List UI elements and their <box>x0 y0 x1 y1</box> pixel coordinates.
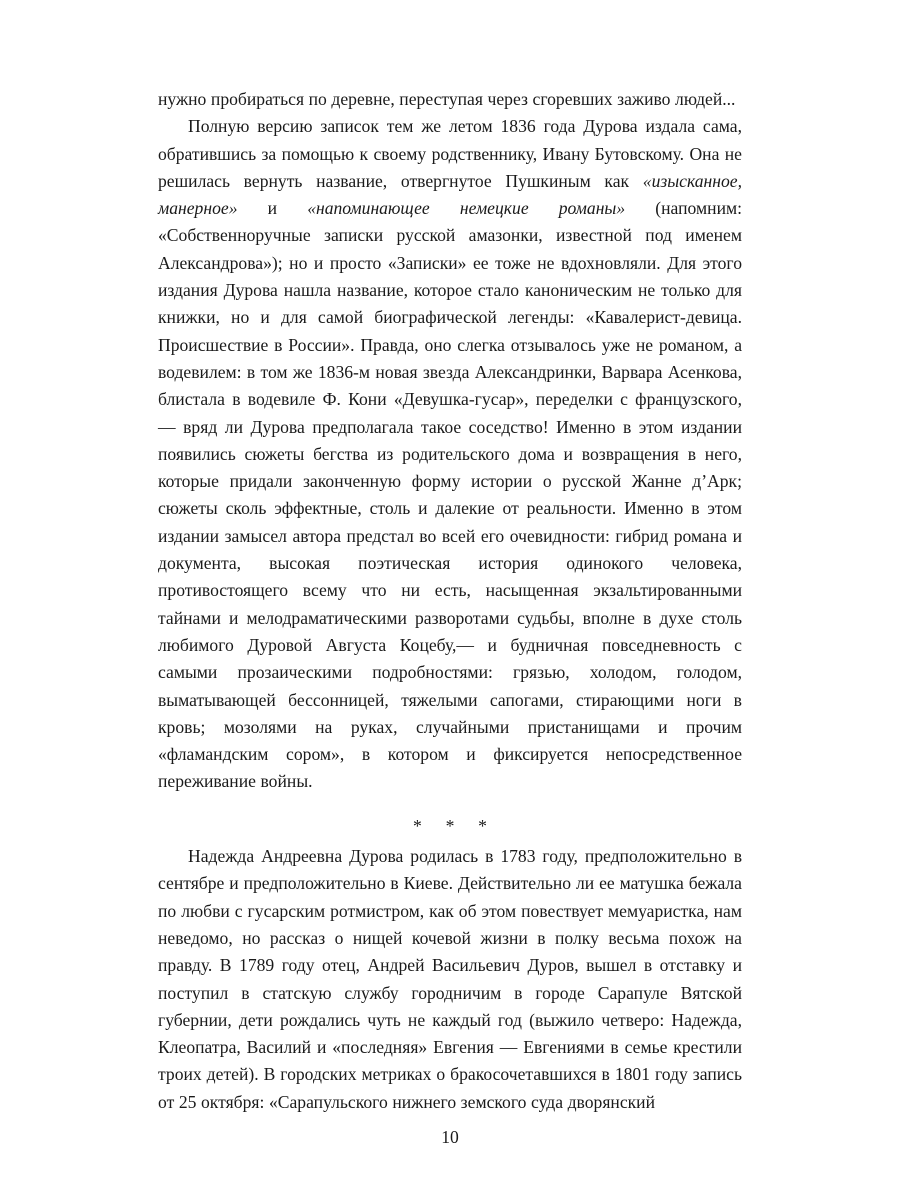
page-number: 10 <box>441 1127 459 1147</box>
paragraph-durova-memoirs-edition <box>158 113 742 795</box>
italic-quote-izyskannoe-manernoe: «изысканное, манерное» <box>158 170 742 219</box>
italic-quote-napominayushchee-nemetskie-romany: «напоминающее немецкие романы» <box>307 198 626 219</box>
paragraph-continued-from-previous-page: нужно пробираться по деревне, переступая через сгоревших заживо людей... <box>158 89 736 109</box>
page-text-block <box>158 86 742 1116</box>
paragraph-durova-biography-opening: Надежда Андреевна Дурова родилась в 1783 году, предположительно в сентябре и предположительно в Киеве. Действительно ли ее матушка бежала по любви с гусарским ротмистром, как об этом повествует мемуаристка, нам неведомо, но рассказ о нищей кочевой жизни в полку весьма похож на правду. В 1789 году отец, Андрей Васильевич Дуров, вышел в отставку и поступил в статскую службу городничим в городе Сарапуле Вятской губернии, дети рождались чуть не каждый год (выжило четверо: Надежда, Клеопатра, Василий и «последняя» Евгения — Евгениями в семье крестили троих детей). В городских метриках о бракосочетавшихся в 1801 году запись от 25 октября: «Сарапульского нижнего земского суда дворянский <box>158 846 742 1112</box>
paragraph-text-segment-3: (напомним: «Собственноручные записки русской амазонки, известной под именем Александрова»); но и просто «Записки» ее тоже не вдохновляли. Для этого издания Дурова нашла название, которое стало каноническим не только для книжки, но и для самой биографической легенды: «Кавалерист-девица. Происшествие в России». Правда, оно слегка отзывалось уже не романом, а водевилем: в том же 1836-м новая звезда Александринки, Варвара Асенкова, блистала в водевиле Ф. Кони «Девушка-гусар», переделки с французского, — вряд ли Дурова предполагала такое соседство! Именно в этом издании появились сюжеты бегства из родительского дома и возвращения в него, которые придали законченную форму истории о русской Жанне д’Арк; сюжеты сколь эффектные, столь и далекие от реальности. Именно в этом издании замысел автора предстал во всей его очевидности: гибрид романа и документа, высокая поэтическая история одинокого человека, противостоящего всему что ни есть, насыщенная экзальтированными тайнами и мелодраматическими разворотами судьбы, вполне в духе столь любимого Дуровой Августа Коцебу,— и будничная повседневность с самыми прозаическими подробностями: грязью, холодом, голодом, выматывающей бессонницей, тяжелыми сапогами, стирающими ноги в кровь; мозолями на руках, случайными пристанищами и прочим «фламандским сором», в котором и фиксируется непосредственное переживание войны. <box>158 198 743 792</box>
section-separator-asterisks: * * * <box>413 815 497 836</box>
paragraph-text-segment-2: и <box>237 198 308 219</box>
paragraph-text-segment-1: Полную версию записок тем же летом 1836 года Дурова издала сама, обратившись за помощью к своему родственнику, Ивану Бутовскому. Она не решилась вернуть название, отвергнутое Пушкиным как <box>158 116 742 191</box>
